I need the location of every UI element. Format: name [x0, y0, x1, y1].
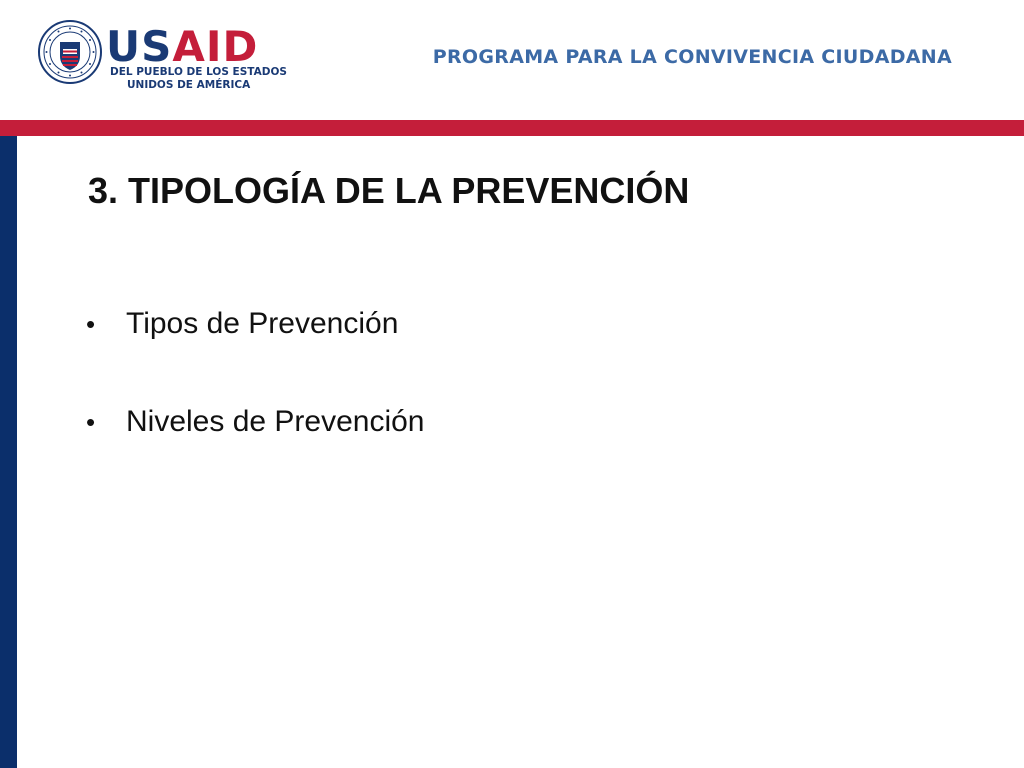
usaid-wordmark: [106, 22, 259, 71]
bullet-icon: •: [86, 308, 96, 339]
bullet-item-niveles: [86, 398, 425, 446]
wordmark-red: AID: [172, 22, 259, 71]
left-blue-sidebar: [0, 136, 17, 768]
bullet-text: Tipos de Prevención: [126, 307, 399, 340]
slide-header: [0, 0, 1024, 120]
wordmark-blue: US: [106, 22, 173, 71]
slide-title: 3. TIPOLOGÍA DE LA PREVENCIÓN: [88, 170, 690, 211]
usaid-seal-icon: [38, 20, 102, 84]
bullet-icon: •: [86, 406, 96, 437]
program-title: PROGRAMA PARA LA CONVIVENCIA CIUDADANA: [432, 46, 952, 68]
bullet-list: [86, 300, 425, 496]
logo-tagline-line2: UNIDOS DE AMÉRICA: [127, 79, 251, 91]
header-red-divider: [0, 120, 1024, 136]
bullet-item-tipos: [86, 300, 425, 348]
bullet-text: Niveles de Prevención: [126, 405, 425, 438]
logo-tagline-line1: DEL PUEBLO DE LOS ESTADOS: [110, 66, 287, 78]
